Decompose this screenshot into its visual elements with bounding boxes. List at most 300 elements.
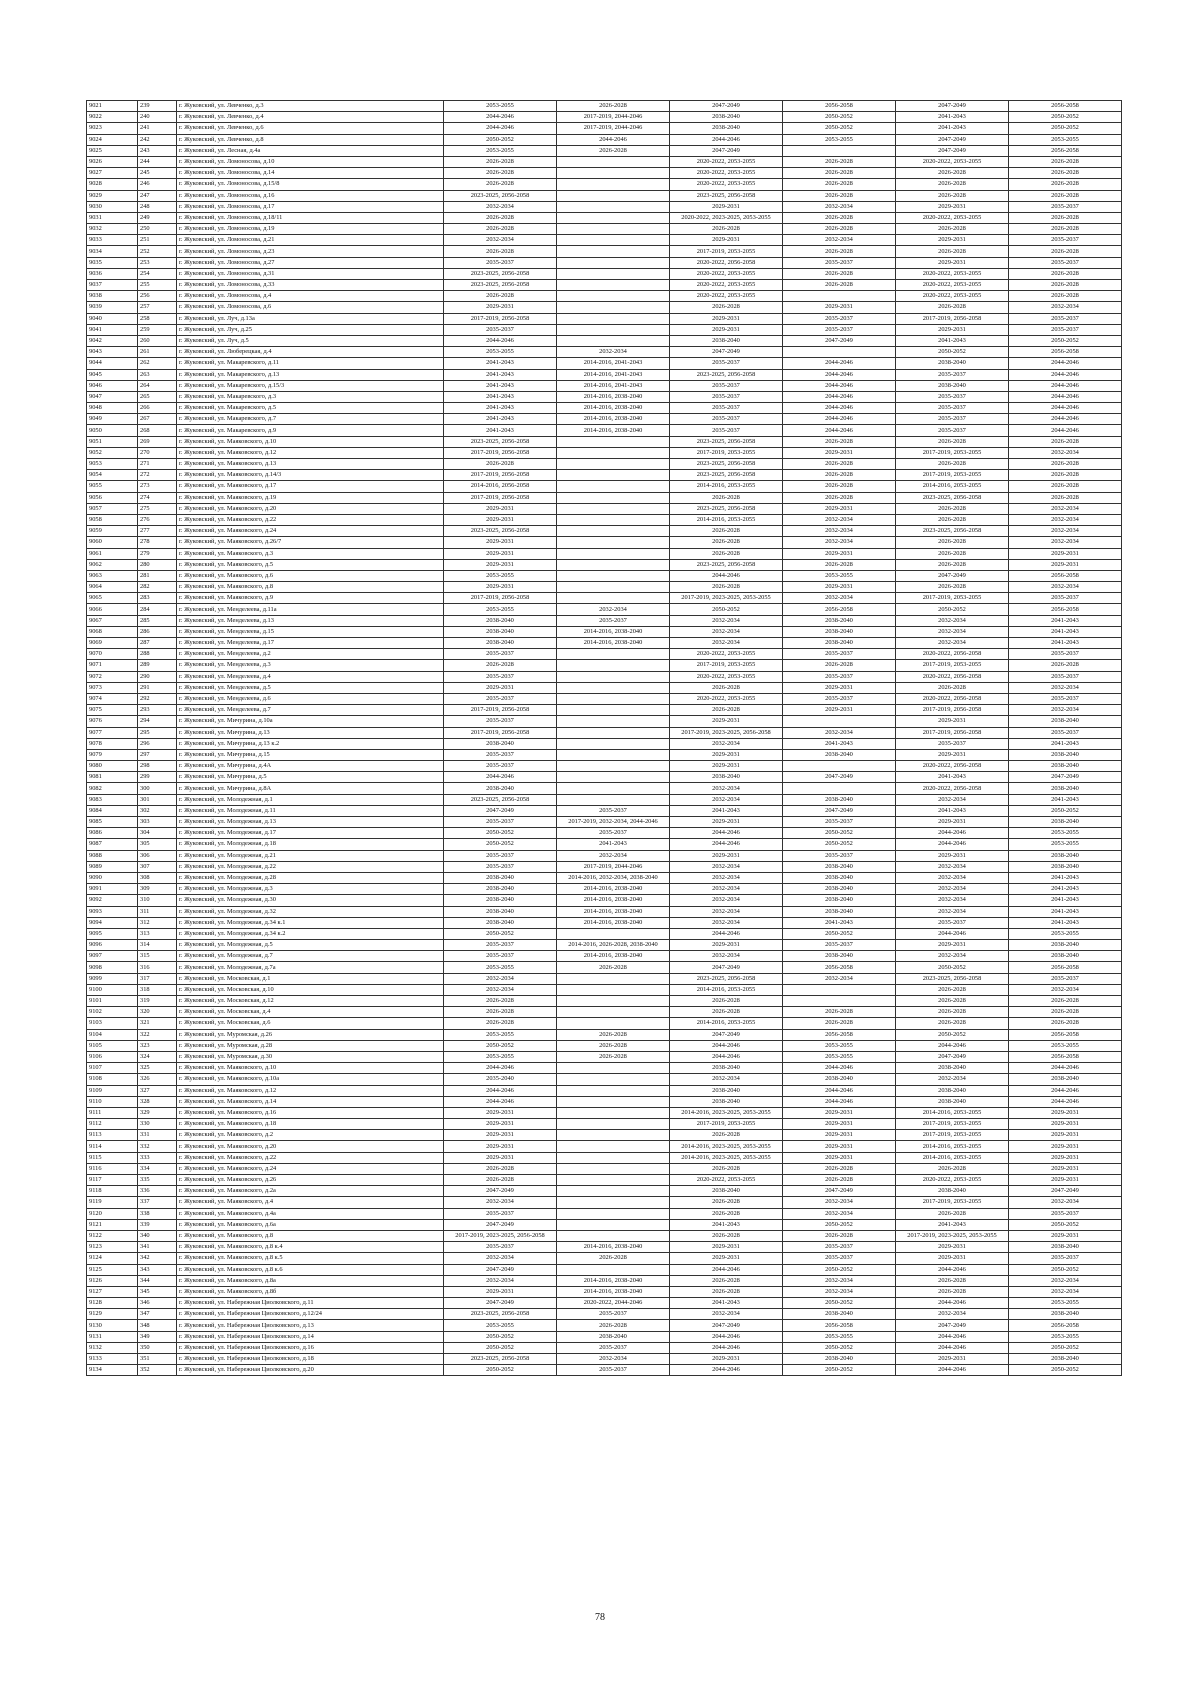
table-row [87, 951, 1122, 962]
period-cell-5: 2017-2019, 2023-2025, 2053-2055 [896, 1230, 1009, 1241]
period-cell-1: 2032-2034 [444, 1253, 557, 1264]
table-row [87, 1107, 1122, 1118]
period-cell-1: 2053-2055 [444, 1029, 557, 1040]
address-cell: г. Жуковский, ул. Менделеева, д.7 [177, 705, 444, 716]
period-cell-2 [557, 302, 670, 313]
period-cell-5: 2035-2037 [896, 425, 1009, 436]
table-row [87, 649, 1122, 660]
period-cell-5: 2026-2028 [896, 224, 1009, 235]
period-cell-4: 2044-2046 [783, 1063, 896, 1074]
address-cell: г. Жуковский, ул. Ломоносова, д.31 [177, 268, 444, 279]
table-row [87, 749, 1122, 760]
row-number-cell: 290 [138, 671, 177, 682]
period-cell-5: 2029-2031 [896, 850, 1009, 861]
period-cell-2: 2032-2034 [557, 347, 670, 358]
period-cell-2 [557, 570, 670, 581]
table-row [87, 570, 1122, 581]
address-cell: г. Жуковский, ул. Макаревского, д.3 [177, 391, 444, 402]
period-cell-3: 2029-2031 [670, 940, 783, 951]
period-cell-2: 2035-2037 [557, 1309, 670, 1320]
period-cell-6: 2029-2031 [1009, 1107, 1122, 1118]
address-cell: г. Жуковский, ул. Молодежная, д.3 [177, 884, 444, 895]
period-cell-3: 2044-2046 [670, 134, 783, 145]
period-cell-6: 2032-2034 [1009, 537, 1122, 548]
table-row [87, 1264, 1122, 1275]
period-cell-3: 2044-2046 [670, 1264, 783, 1275]
address-cell: г. Жуковский, ул. Ломоносова, д.14 [177, 168, 444, 179]
row-id-cell: 9092 [87, 895, 138, 906]
period-cell-1: 2047-2049 [444, 1298, 557, 1309]
table-row [87, 884, 1122, 895]
period-cell-4: 2038-2040 [783, 615, 896, 626]
address-cell: г. Жуковский, ул. Макаревского, д.5 [177, 403, 444, 414]
period-cell-6: 2041-2043 [1009, 626, 1122, 637]
row-id-cell: 9025 [87, 145, 138, 156]
address-cell: г. Жуковский, ул. Маяковского, д.2а [177, 1186, 444, 1197]
row-number-cell: 279 [138, 548, 177, 559]
row-id-cell: 9059 [87, 526, 138, 537]
period-cell-1: 2044-2046 [444, 123, 557, 134]
period-cell-2: 2014-2016, 2038-2040 [557, 906, 670, 917]
period-cell-5: 2020-2022, 2053-2055 [896, 291, 1009, 302]
table-row [87, 794, 1122, 805]
period-cell-6: 2053-2055 [1009, 1040, 1122, 1051]
period-cell-1: 2050-2052 [444, 828, 557, 839]
period-cell-1: 2035-2037 [444, 1208, 557, 1219]
period-cell-3: 2020-2022, 2053-2055 [670, 693, 783, 704]
period-cell-6: 2026-2028 [1009, 280, 1122, 291]
period-cell-6: 2056-2058 [1009, 570, 1122, 581]
row-id-cell: 9085 [87, 817, 138, 828]
row-number-cell: 284 [138, 604, 177, 615]
address-cell: г. Жуковский, ул. Молодежная, д.5 [177, 940, 444, 951]
period-cell-6: 2032-2034 [1009, 1286, 1122, 1297]
address-cell: г. Жуковский, ул. Менделеева, д.17 [177, 638, 444, 649]
period-cell-5: 2026-2028 [896, 190, 1009, 201]
period-cell-3: 2050-2052 [670, 604, 783, 615]
period-cell-2: 2014-2016, 2038-2040 [557, 425, 670, 436]
period-cell-3: 2017-2019, 2053-2055 [670, 1119, 783, 1130]
row-id-cell: 9111 [87, 1107, 138, 1118]
period-cell-5: 2038-2040 [896, 1063, 1009, 1074]
period-cell-1: 2032-2034 [444, 201, 557, 212]
period-cell-6: 2035-2037 [1009, 324, 1122, 335]
row-number-cell: 324 [138, 1051, 177, 1062]
period-cell-1: 2029-2031 [444, 1152, 557, 1163]
row-number-cell: 270 [138, 447, 177, 458]
period-cell-4: 2029-2031 [783, 705, 896, 716]
row-number-cell: 322 [138, 1029, 177, 1040]
period-cell-5: 2041-2043 [896, 335, 1009, 346]
row-id-cell: 9067 [87, 615, 138, 626]
period-cell-1: 2038-2040 [444, 895, 557, 906]
table-row [87, 1051, 1122, 1062]
table-row [87, 973, 1122, 984]
period-cell-2 [557, 1163, 670, 1174]
period-cell-6: 2044-2046 [1009, 414, 1122, 425]
period-cell-3: 2020-2022, 2056-2058 [670, 257, 783, 268]
period-cell-4: 2050-2052 [783, 1298, 896, 1309]
table-row [87, 302, 1122, 313]
period-cell-6: 2029-2031 [1009, 1119, 1122, 1130]
period-cell-1: 2026-2028 [444, 1175, 557, 1186]
row-number-cell: 274 [138, 492, 177, 503]
period-cell-2: 2026-2028 [557, 962, 670, 973]
period-cell-1: 2014-2016, 2056-2058 [444, 481, 557, 492]
period-cell-4: 2056-2058 [783, 101, 896, 112]
period-cell-6: 2044-2046 [1009, 380, 1122, 391]
period-cell-4: 2044-2046 [783, 380, 896, 391]
row-number-cell: 266 [138, 403, 177, 414]
period-cell-6: 2032-2034 [1009, 503, 1122, 514]
row-number-cell: 345 [138, 1286, 177, 1297]
period-cell-5: 2029-2031 [896, 1253, 1009, 1264]
period-cell-6: 2038-2040 [1009, 940, 1122, 951]
period-cell-1: 2026-2028 [444, 212, 557, 223]
address-cell: г. Жуковский, ул. Маяковского, д.4а [177, 1208, 444, 1219]
period-cell-4: 2032-2034 [783, 1286, 896, 1297]
table-row [87, 1186, 1122, 1197]
period-cell-4: 2044-2046 [783, 1096, 896, 1107]
row-id-cell: 9076 [87, 716, 138, 727]
row-id-cell: 9021 [87, 101, 138, 112]
period-cell-4: 2044-2046 [783, 369, 896, 380]
period-cell-4: 2056-2058 [783, 1320, 896, 1331]
period-cell-2: 2017-2019, 2044-2046 [557, 123, 670, 134]
period-cell-5: 2050-2052 [896, 604, 1009, 615]
period-cell-4: 2056-2058 [783, 604, 896, 615]
table-row [87, 380, 1122, 391]
period-cell-5: 2023-2025, 2056-2058 [896, 526, 1009, 537]
period-cell-3: 2038-2040 [670, 772, 783, 783]
period-cell-6: 2038-2040 [1009, 850, 1122, 861]
period-cell-6: 2041-2043 [1009, 906, 1122, 917]
address-cell: г. Жуковский, ул. Мичурина, д.10а [177, 716, 444, 727]
period-cell-2 [557, 973, 670, 984]
period-cell-4: 2038-2040 [783, 861, 896, 872]
period-cell-5: 2032-2034 [896, 861, 1009, 872]
period-cell-3: 2032-2034 [670, 861, 783, 872]
period-cell-6: 2029-2031 [1009, 559, 1122, 570]
address-cell: г. Жуковский, ул. Набережная Циолковского, д.20 [177, 1365, 444, 1376]
period-cell-3: 2047-2049 [670, 347, 783, 358]
period-cell-2 [557, 447, 670, 458]
row-number-cell: 299 [138, 772, 177, 783]
period-cell-1: 2041-2043 [444, 414, 557, 425]
period-cell-6: 2053-2055 [1009, 839, 1122, 850]
period-cell-1: 2053-2055 [444, 1320, 557, 1331]
period-cell-5: 2017-2019, 2056-2058 [896, 313, 1009, 324]
period-cell-1: 2050-2052 [444, 839, 557, 850]
address-cell: г. Жуковский, ул. Лесная, д.4а [177, 145, 444, 156]
period-cell-6: 2038-2040 [1009, 951, 1122, 962]
period-cell-6: 2029-2031 [1009, 1175, 1122, 1186]
period-cell-1: 2047-2049 [444, 805, 557, 816]
address-cell: г. Жуковский, ул. Маяковского, д.12 [177, 447, 444, 458]
period-cell-3: 2026-2028 [670, 548, 783, 559]
table-row [87, 235, 1122, 246]
row-number-cell: 330 [138, 1119, 177, 1130]
row-number-cell: 282 [138, 582, 177, 593]
period-cell-1: 2038-2040 [444, 906, 557, 917]
row-number-cell: 349 [138, 1331, 177, 1342]
address-cell: г. Жуковский, ул. Ломоносова, д.6 [177, 302, 444, 313]
period-cell-6: 2026-2028 [1009, 470, 1122, 481]
row-number-cell: 265 [138, 391, 177, 402]
period-cell-5: 2026-2028 [896, 1275, 1009, 1286]
address-cell: г. Жуковский, ул. Маяковского, д.2 [177, 1130, 444, 1141]
period-cell-1: 2035-2037 [444, 861, 557, 872]
period-cell-3: 2032-2034 [670, 1074, 783, 1085]
period-cell-4: 2056-2058 [783, 1029, 896, 1040]
period-cell-4: 2044-2046 [783, 414, 896, 425]
table-row [87, 1230, 1122, 1241]
period-cell-2: 2014-2016, 2038-2040 [557, 917, 670, 928]
period-cell-1: 2017-2019, 2056-2058 [444, 313, 557, 324]
row-number-cell: 335 [138, 1175, 177, 1186]
row-number-cell: 309 [138, 884, 177, 895]
period-cell-6: 2026-2028 [1009, 224, 1122, 235]
period-cell-2 [557, 1119, 670, 1130]
table-row [87, 1018, 1122, 1029]
row-id-cell: 9094 [87, 917, 138, 928]
address-cell: г. Жуковский, ул. Макаревского, д.11 [177, 358, 444, 369]
row-number-cell: 342 [138, 1253, 177, 1264]
period-cell-3: 2026-2028 [670, 224, 783, 235]
period-cell-6: 2026-2028 [1009, 492, 1122, 503]
row-id-cell: 9116 [87, 1163, 138, 1174]
period-cell-4: 2047-2049 [783, 772, 896, 783]
period-cell-1: 2050-2052 [444, 1342, 557, 1353]
address-cell: г. Жуковский, ул. Набережная Циолковского, д.11 [177, 1298, 444, 1309]
row-id-cell: 9041 [87, 324, 138, 335]
period-cell-5: 2050-2052 [896, 962, 1009, 973]
period-cell-5: 2020-2022, 2056-2058 [896, 693, 1009, 704]
period-cell-5: 2029-2031 [896, 940, 1009, 951]
row-id-cell: 9083 [87, 794, 138, 805]
period-cell-2: 2026-2028 [557, 1320, 670, 1331]
address-cell: г. Жуковский, ул. Московская, д.1 [177, 973, 444, 984]
table-row [87, 805, 1122, 816]
period-cell-3: 2020-2022, 2053-2055 [670, 156, 783, 167]
period-cell-2 [557, 335, 670, 346]
period-cell-1: 2038-2040 [444, 738, 557, 749]
period-cell-2: 2014-2016, 2032-2034, 2038-2040 [557, 872, 670, 883]
period-cell-6: 2026-2028 [1009, 436, 1122, 447]
period-cell-4: 2050-2052 [783, 839, 896, 850]
row-id-cell: 9114 [87, 1141, 138, 1152]
table-row [87, 984, 1122, 995]
period-cell-1: 2023-2025, 2056-2058 [444, 526, 557, 537]
period-cell-2 [557, 1264, 670, 1275]
period-cell-6: 2050-2052 [1009, 112, 1122, 123]
period-cell-2 [557, 761, 670, 772]
period-cell-5: 2032-2034 [896, 626, 1009, 637]
period-cell-3: 2020-2022, 2053-2055 [670, 671, 783, 682]
table-row [87, 112, 1122, 123]
period-cell-5: 2020-2022, 2056-2058 [896, 783, 1009, 794]
row-id-cell: 9081 [87, 772, 138, 783]
period-cell-1: 2041-2043 [444, 403, 557, 414]
period-cell-4: 2026-2028 [783, 559, 896, 570]
row-id-cell: 9080 [87, 761, 138, 772]
period-cell-3: 2026-2028 [670, 1286, 783, 1297]
period-cell-3: 2044-2046 [670, 1365, 783, 1376]
period-cell-2: 2014-2016, 2038-2040 [557, 414, 670, 425]
period-cell-3: 2020-2022, 2053-2055 [670, 1175, 783, 1186]
table-row [87, 1007, 1122, 1018]
period-cell-5: 2020-2022, 2053-2055 [896, 156, 1009, 167]
period-cell-5: 2029-2031 [896, 235, 1009, 246]
period-cell-4: 2050-2052 [783, 123, 896, 134]
address-cell: г. Жуковский, ул. Маяковского, д.8 [177, 1230, 444, 1241]
period-cell-3: 2026-2028 [670, 1007, 783, 1018]
row-number-cell: 254 [138, 268, 177, 279]
period-cell-5: 2047-2049 [896, 570, 1009, 581]
period-cell-4: 2050-2052 [783, 112, 896, 123]
period-cell-4: 2032-2034 [783, 973, 896, 984]
period-cell-2 [557, 772, 670, 783]
row-number-cell: 283 [138, 593, 177, 604]
period-cell-4: 2035-2037 [783, 817, 896, 828]
row-number-cell: 242 [138, 134, 177, 145]
address-cell: г. Жуковский, ул. Набережная Циолковского, д.13 [177, 1320, 444, 1331]
row-number-cell: 257 [138, 302, 177, 313]
period-cell-5: 2035-2037 [896, 738, 1009, 749]
table-row [87, 168, 1122, 179]
period-cell-5: 2020-2022, 2056-2058 [896, 761, 1009, 772]
period-cell-6: 2038-2040 [1009, 1074, 1122, 1085]
period-cell-5: 2026-2028 [896, 168, 1009, 179]
table-row [87, 503, 1122, 514]
period-cell-1: 2035-2037 [444, 324, 557, 335]
period-cell-4: 2038-2040 [783, 1354, 896, 1365]
period-cell-2: 2035-2037 [557, 1365, 670, 1376]
row-number-cell: 312 [138, 917, 177, 928]
address-cell: г. Жуковский, ул. Молодежная, д.32 [177, 906, 444, 917]
period-cell-1: 2026-2028 [444, 156, 557, 167]
period-cell-3: 2026-2028 [670, 1230, 783, 1241]
period-cell-6: 2047-2049 [1009, 1186, 1122, 1197]
row-id-cell: 9115 [87, 1152, 138, 1163]
period-cell-2 [557, 1007, 670, 1018]
period-cell-1: 2029-2031 [444, 514, 557, 525]
row-number-cell: 343 [138, 1264, 177, 1275]
period-cell-2: 2014-2016, 2038-2040 [557, 1275, 670, 1286]
row-number-cell: 303 [138, 817, 177, 828]
period-cell-3: 2014-2016, 2023-2025, 2053-2055 [670, 1152, 783, 1163]
period-cell-2 [557, 235, 670, 246]
period-cell-2 [557, 1130, 670, 1141]
period-cell-4: 2032-2034 [783, 201, 896, 212]
row-id-cell: 9121 [87, 1219, 138, 1230]
period-cell-3: 2029-2031 [670, 817, 783, 828]
period-cell-1: 2044-2046 [444, 1096, 557, 1107]
row-id-cell: 9022 [87, 112, 138, 123]
period-cell-6: 2056-2058 [1009, 962, 1122, 973]
table-row [87, 224, 1122, 235]
row-id-cell: 9106 [87, 1051, 138, 1062]
period-cell-1: 2050-2052 [444, 134, 557, 145]
period-cell-1: 2035-2037 [444, 951, 557, 962]
row-id-cell: 9075 [87, 705, 138, 716]
period-cell-1: 2035-2037 [444, 850, 557, 861]
period-cell-6: 2056-2058 [1009, 1320, 1122, 1331]
period-cell-4: 2026-2028 [783, 168, 896, 179]
period-cell-3: 2026-2028 [670, 302, 783, 313]
row-number-cell: 269 [138, 436, 177, 447]
address-cell: г. Жуковский, ул. Менделеева, д.5 [177, 682, 444, 693]
period-cell-4: 2029-2031 [783, 1119, 896, 1130]
address-cell: г. Жуковский, ул. Луч, д.13а [177, 313, 444, 324]
period-cell-4 [783, 984, 896, 995]
address-cell: г. Жуковский, ул. Мичурина, д.13 к.2 [177, 738, 444, 749]
row-id-cell: 9044 [87, 358, 138, 369]
period-cell-2 [557, 671, 670, 682]
period-cell-1: 2035-2037 [444, 940, 557, 951]
period-cell-4: 2026-2028 [783, 660, 896, 671]
row-number-cell: 315 [138, 951, 177, 962]
period-cell-1: 2050-2052 [444, 1365, 557, 1376]
period-cell-4: 2032-2034 [783, 235, 896, 246]
row-number-cell: 258 [138, 313, 177, 324]
period-cell-6: 2032-2034 [1009, 1275, 1122, 1286]
period-cell-1: 2023-2025, 2056-2058 [444, 1309, 557, 1320]
row-number-cell: 327 [138, 1085, 177, 1096]
table-row [87, 548, 1122, 559]
period-cell-5: 2020-2022, 2056-2058 [896, 649, 1009, 660]
period-cell-2 [557, 257, 670, 268]
address-cell: г. Жуковский, ул. Маяковского, д.24 [177, 1163, 444, 1174]
period-cell-4: 2041-2043 [783, 738, 896, 749]
row-number-cell: 334 [138, 1163, 177, 1174]
address-cell: г. Жуковский, ул. Маяковского, д.6а [177, 1219, 444, 1230]
address-cell: г. Жуковский, ул. Молодежная, д.30 [177, 895, 444, 906]
period-cell-5: 2050-2052 [896, 347, 1009, 358]
row-number-cell: 249 [138, 212, 177, 223]
row-id-cell: 9112 [87, 1119, 138, 1130]
period-cell-2 [557, 716, 670, 727]
period-cell-5: 2014-2016, 2053-2055 [896, 1141, 1009, 1152]
table-row [87, 783, 1122, 794]
row-id-cell: 9125 [87, 1264, 138, 1275]
period-cell-4: 2050-2052 [783, 1264, 896, 1275]
period-cell-6: 2053-2055 [1009, 1331, 1122, 1342]
period-cell-6: 2026-2028 [1009, 291, 1122, 302]
period-cell-3: 2026-2028 [670, 1275, 783, 1286]
row-number-cell: 245 [138, 168, 177, 179]
row-number-cell: 263 [138, 369, 177, 380]
table-row [87, 716, 1122, 727]
period-cell-5: 2044-2046 [896, 1365, 1009, 1376]
period-cell-4: 2044-2046 [783, 358, 896, 369]
period-cell-4: 2047-2049 [783, 335, 896, 346]
period-cell-3: 2044-2046 [670, 839, 783, 850]
period-cell-3: 2017-2019, 2023-2025, 2056-2058 [670, 727, 783, 738]
period-cell-6: 2026-2028 [1009, 481, 1122, 492]
period-cell-3: 2029-2031 [670, 1354, 783, 1365]
table-row [87, 1320, 1122, 1331]
period-cell-4: 2029-2031 [783, 447, 896, 458]
period-cell-2: 2032-2034 [557, 850, 670, 861]
table-row [87, 1152, 1122, 1163]
address-cell: г. Жуковский, ул. Маяковского, д.13 [177, 459, 444, 470]
table-row [87, 1197, 1122, 1208]
row-number-cell: 351 [138, 1354, 177, 1365]
table-row [87, 1141, 1122, 1152]
period-cell-4: 2044-2046 [783, 1085, 896, 1096]
row-id-cell: 9127 [87, 1286, 138, 1297]
